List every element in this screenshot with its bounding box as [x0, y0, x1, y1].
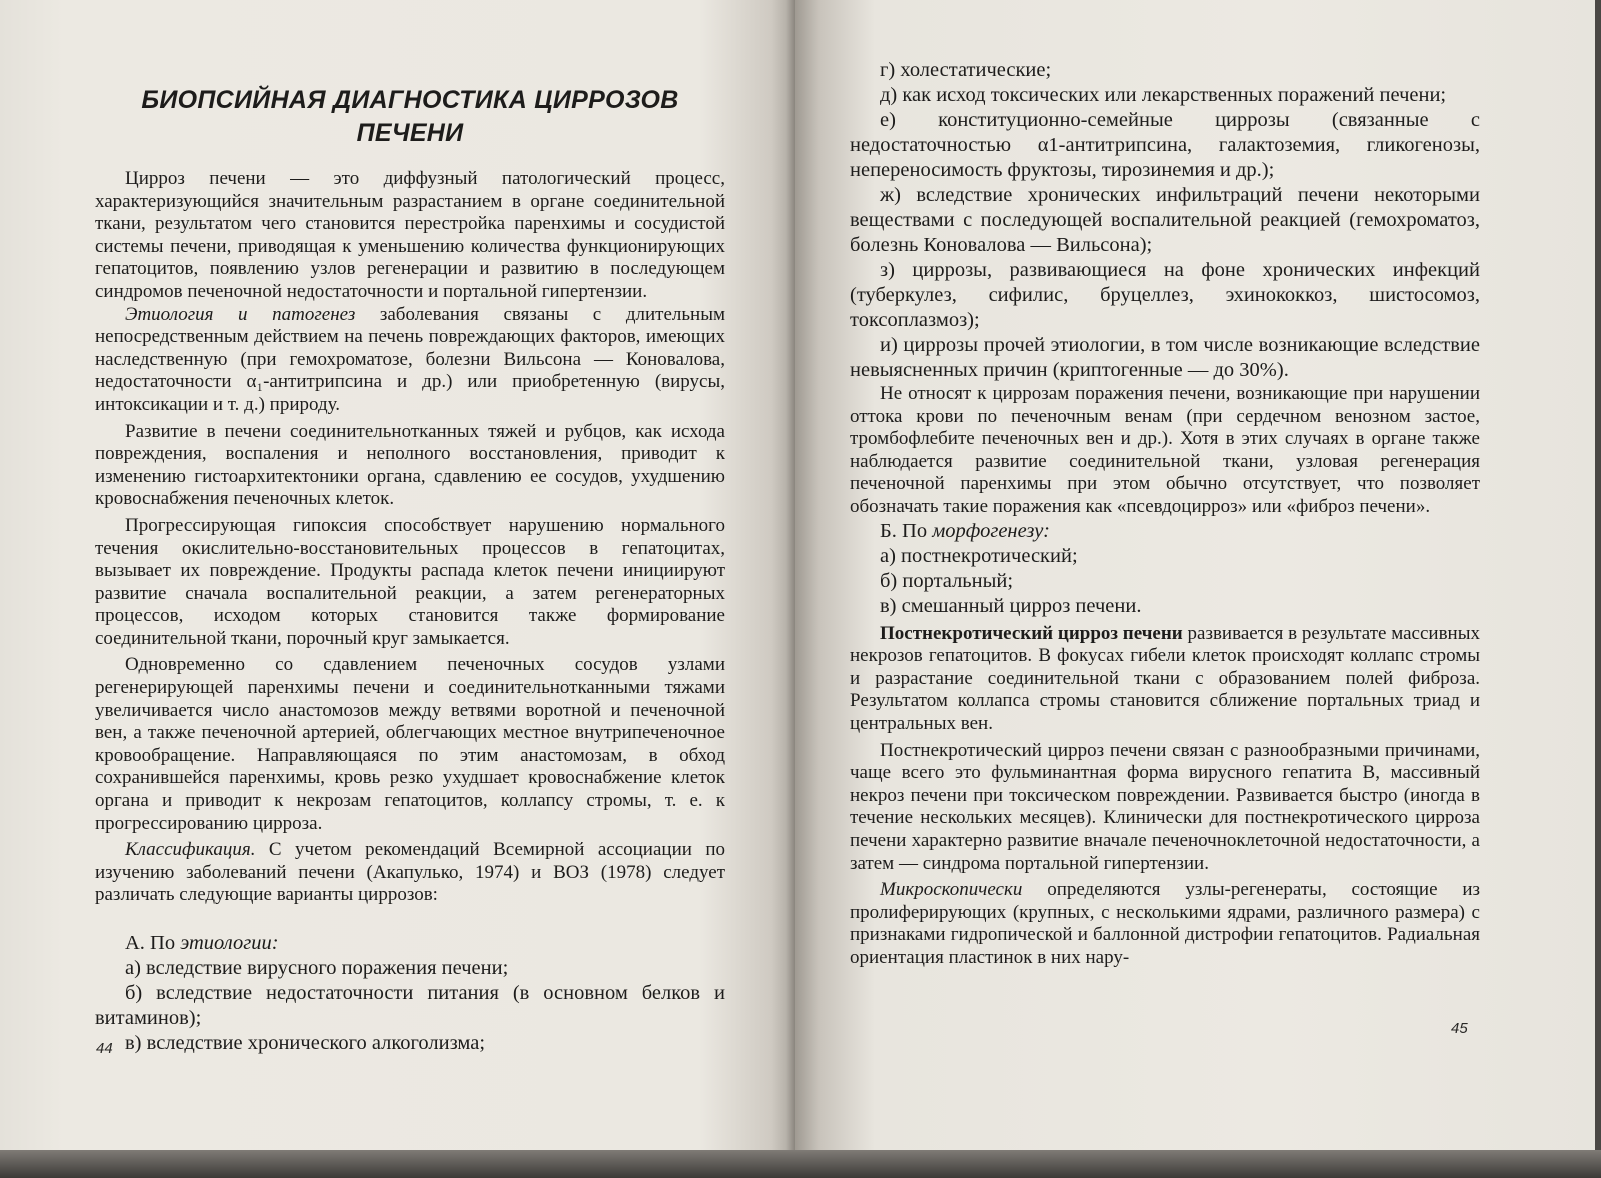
- left-text-column: [95, 70, 725, 1056]
- paragraph-anastomoses: Одновременно со сдавлением печеночных сосудов узлами регенерирующей паренхимы печени и соединительнотканными тяжами увеличивается число анастомозов между ветвями воротной и печеночной вен, а также печеночной артерией, облегчающих местное внутрипеченочное кровообращение. Направляющаяся по этим анастомозам, в обход сохранившейся паренхимы, кровь резко ухудшает кровоснабжение клеток органа и приводит к некрозам гепатоцитов, коллапсу стромы, т. е. к прогрессированию цирроза.: [95, 654, 725, 834]
- morph-item-v: в) смешанный цирроз печени.: [880, 594, 1142, 617]
- paragraph-classification: [95, 839, 725, 907]
- page-number-left: 44: [96, 1040, 113, 1057]
- heading-line-2: ПЕЧЕНИ: [356, 119, 464, 147]
- paragraph-definition: Цирроз печени — это диффузный патологический процесс, характеризующийся значительным разрастанием в органе соединительной ткани, результатом чего становится перестройка паренхимы и сосудистой системы печени, приводящая к уменьшению количества функционирующих гепатоцитов, появлению узлов регенерации и развитию в последующем синдромов печеночной недостаточности и портальной гипертензии.: [95, 168, 725, 302]
- section-b-heading: [850, 519, 1480, 544]
- paragraph-postnecrotic: [850, 623, 1480, 736]
- right-text-column: [850, 58, 1480, 969]
- list-item-b: б) вследствие недостаточности питания (в основном белков и витаминов);: [95, 982, 725, 1029]
- classification-text: С учетом рекомендаций Всемирной ассоциации по изучению заболеваний печени (Акапулько, 1974) и ВОЗ (1978) следует различать следующие варианты циррозов:: [95, 839, 725, 906]
- paragraph-postnecrotic-causes: Постнекротический цирроз печени связан с разнообразными причинами, чаще всего это фульминантная форма вирусного гепатита В, массивный некроз печени при токсическом повреждении. Развивается быстро (иногда в течение нескольких месяцев). Клинически для постнекротического цирроза печени характерно развитие вначале печеночноклеточной недостаточности, а затем — синдрома портальной гипертензии.: [850, 739, 1480, 874]
- list-item-d: д) как исход токсических или лекарственных поражений печени;: [880, 84, 1447, 106]
- list-item-e: е) конституционно-семейные циррозы (связанные с недостаточностью α1-антитрипсина, галактоземия, гликогенозы, непереносимость фруктозы, тирозинемия и др.);: [850, 109, 1480, 181]
- classification-term: Классификация.: [125, 839, 256, 861]
- list-item-g: г) холестатические;: [880, 59, 1052, 81]
- section-b-prefix: Б. По: [880, 519, 933, 542]
- right-page: [795, 0, 1595, 1166]
- morph-item-b: б) портальный;: [880, 569, 1014, 592]
- etiology-text: заболевания связаны с длительным непосредственным действием на печень повреждающих факторов, имеющих наследственную (при гемохроматозе, болезни Вильсона — Коновалова, недостаточности α₁-антитрипсина и др.) или приобретенную (вирусы, интоксикации и т. д.) природу.: [95, 303, 725, 415]
- paragraph-etiology: [95, 304, 725, 417]
- microscopy-text: определяются узлы-регенераты, состоящие из пролиферирующих (крупных, с несколькими ядрами, различного размера) с признаками гидропической и баллонной дистрофии гепатоцитов. Радиальная ориентация пластинок в них нару-: [850, 879, 1480, 968]
- paragraph-not-cirrhosis: Не относят к циррозам поражения печени, возникающие при нарушении оттока крови по печеночным венам (при сердечном венозном застое, тромбофлебите печеночных вен и др.). Хотя в этих случаях в органе также наблюдается развитие соединительной ткани, узловая регенерация печеночной паренхимы при этом обычно отсутствует, что позволяет обозначать такие поражения как «псевдоцирроз» или «фиброз печени».: [850, 383, 1480, 517]
- chapter-heading: [95, 84, 725, 150]
- postnecrotic-term: Постнекротический цирроз печени: [880, 622, 1183, 644]
- heading-line-1: БИОПСИЙНАЯ ДИАГНОСТИКА ЦИРРОЗОВ: [141, 86, 679, 114]
- postnecrotic-text: развивается в результате массивных некрозов гепатоцитов. В фокусах гибели клеток происходят коллапс стромы и разрастание соединительной ткани с образованием полей фиброза. Результатом коллапса стромы становится сближение портальных триад и центральных вен.: [850, 622, 1480, 734]
- paragraph-hypoxia: Прогрессирующая гипоксия способствует нарушению нормального течения окислительно-восстановительных процессов в гепатоцитах, вызывает их повреждение. Продукты распада клеток печени инициируют развитие сначала воспалительной реакции, а затем регенераторных процессов, исходом которых становится также формирование соединительной ткани, порочный круг замыкается.: [95, 514, 725, 649]
- left-page: [0, 0, 795, 1166]
- section-b-term: морфогенезу:: [932, 519, 1050, 542]
- list-item-a: а) вследствие вирусного поражения печени;: [125, 957, 509, 979]
- list-item-v: в) вследствие хронического алкоголизма;: [125, 1032, 486, 1054]
- section-a-prefix: А. По: [125, 932, 181, 954]
- page-number-right: 45: [1451, 1020, 1468, 1037]
- list-item-zh: ж) вследствие хронических инфильтраций печени некоторыми веществами с последующей воспалительной реакцией (гемохроматоз, болезнь Коновалова — Вильсона);: [850, 184, 1480, 256]
- microscopy-term: Микроскопически: [880, 879, 1023, 901]
- list-item-i: и) циррозы прочей этиологии, в том числе возникающие вследствие невыясненных причин (криптогенные — до 30%).: [850, 334, 1480, 381]
- morph-item-a: а) постнекротический;: [880, 544, 1078, 567]
- list-item-z: з) циррозы, развивающиеся на фоне хронических инфекций (туберкулез, сифилис, бруцеллез, эхинококкоз, шистосомоз, токсоплазмоз);: [850, 259, 1480, 331]
- section-a-term: этиологии:: [180, 932, 279, 954]
- scanner-edge: [0, 1150, 1601, 1178]
- section-a-heading: [95, 931, 725, 956]
- etiology-term: Этиология и патогенез: [125, 303, 356, 325]
- paragraph-development: Развитие в печени соединительнотканных тяжей и рубцов, как исхода повреждения, воспаления и неполного восстановления, приводит к изменению гистоархитектоники органа, сдавлению ее сосудов, ухудшению кровоснабжения печеночных клеток.: [95, 420, 725, 510]
- paragraph-microscopy: [850, 879, 1480, 969]
